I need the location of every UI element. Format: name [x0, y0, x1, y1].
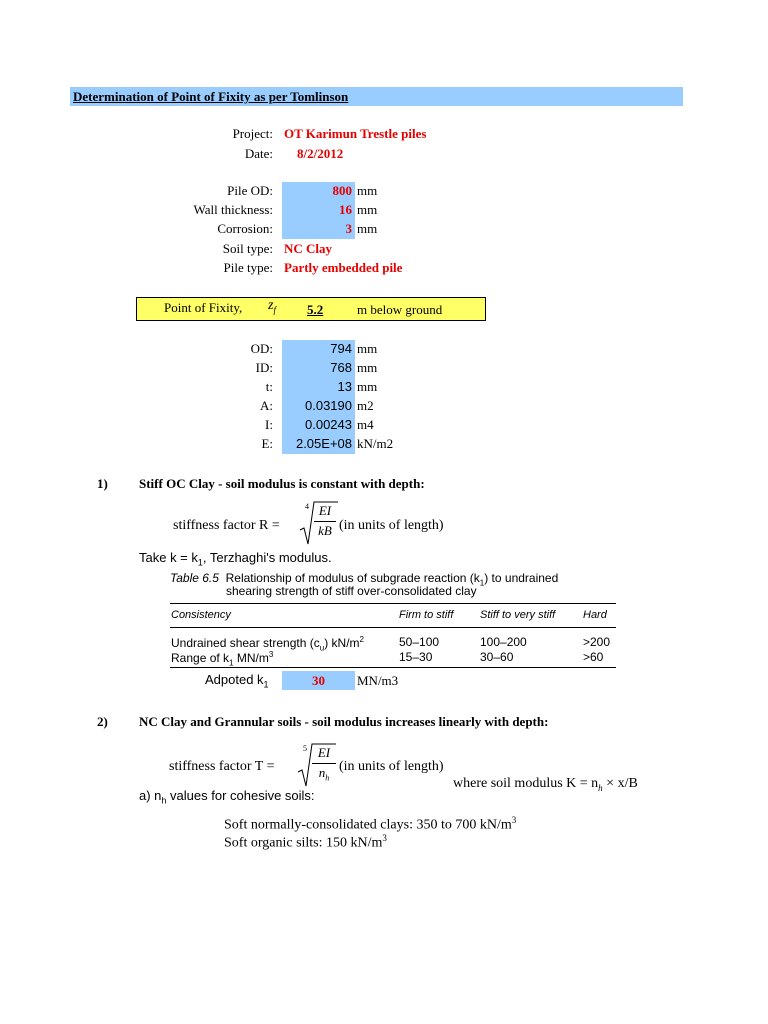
project-label: Project: — [232, 126, 273, 141]
e-unit: kN/m2 — [357, 436, 394, 451]
table-row1-label: Undrained shear strength $(c_u)$ $kN/m^2$ — [171, 635, 364, 653]
section2-fraction-bar — [312, 763, 336, 764]
corrosion-label: Corrosion: — [217, 221, 273, 236]
soil-type-label: Soil type: — [222, 241, 273, 256]
t-unit: mm — [357, 379, 378, 394]
table-header-consistency: Consistency — [171, 609, 231, 621]
section1-denominator: kB — [318, 523, 332, 538]
table-header-stiff: Stiff to very stiff — [480, 609, 556, 621]
section1-number: 1) — [97, 476, 108, 491]
table-header-hard: Hard — [583, 609, 607, 621]
a-label: A: — [260, 398, 273, 413]
corrosion-unit: mm — [357, 221, 378, 236]
date-value: 8/2/2012 — [297, 146, 344, 161]
soil-type-value[interactable]: NC Clay — [284, 241, 333, 256]
table-header-rule — [170, 627, 616, 628]
section1-take: Take $k = k_1$, Terzhaghi's modulus. — [139, 550, 332, 568]
date-label: Date: — [244, 146, 273, 161]
section1-formula-prefix: stiffness factor R = — [173, 518, 280, 533]
table-row2-hard: >60 — [583, 650, 604, 664]
pile-od-label: Pile OD: — [227, 183, 273, 198]
od-label: OD: — [250, 341, 273, 356]
table-row2-stiff: 30–60 — [480, 650, 514, 664]
id-unit: mm — [357, 360, 378, 375]
wall-thickness-value[interactable]: 16 — [339, 202, 352, 217]
section2-heading: NC Clay and Grannular soils - soil modulus increases linearly with depth: — [139, 714, 549, 729]
id-label: ID: — [255, 360, 273, 375]
od-value: 794 — [330, 341, 352, 356]
section1-root-index: 4 — [305, 502, 309, 511]
t-label: t: — [265, 379, 273, 394]
table-caption-line1: Table 6.5 Relationship of modulus of subgrade reaction $(k_1)$ to undrained — [170, 571, 559, 588]
section2-root-index: 5 — [303, 744, 307, 753]
nh-values-label: a) $n_h$ values for cohesive soils: — [139, 788, 315, 806]
e-value: 2.05E+08 — [295, 436, 352, 451]
pile-type-value[interactable]: Partly embedded pile — [284, 260, 403, 275]
pile-type-label: Pile type: — [223, 260, 273, 275]
adopted-k1-unit: MN/m3 — [357, 673, 399, 688]
table-caption-line2: shearing strength of stiff over-consolidated clay — [226, 584, 477, 598]
section2-denominator: $n_h$ — [318, 765, 330, 783]
section2-formula-prefix: stiffness factor T = — [169, 759, 275, 774]
table-row1-hard: >200 — [583, 635, 611, 649]
i-unit: m4 — [357, 417, 374, 432]
od-unit: mm — [357, 341, 378, 356]
e-label: E: — [261, 436, 273, 451]
section1-formula-suffix: (in units of length) — [339, 518, 444, 533]
table-row1-stiff: 100–200 — [480, 635, 527, 649]
t-value: 13 — [337, 379, 352, 394]
section2-formula-suffix: (in units of length) — [339, 759, 444, 774]
adopted-k1-label: Adpoted $k_1$ — [205, 672, 269, 690]
nh-line2: Soft organic silts: 150 $kN/m^3$ — [224, 833, 387, 851]
nh-line1: Soft normally-consolidated clays: 350 to 700 $kN/m^3$ — [224, 815, 517, 833]
pile-od-unit: mm — [357, 183, 378, 198]
adopted-k1-value[interactable]: 30 — [312, 673, 325, 688]
fixity-symbol: $z_f$ — [268, 298, 276, 315]
fixity-label: Point of Fixity, — [164, 300, 243, 315]
project-value: OT Karimun Trestle piles — [284, 126, 427, 141]
table-row1-firm: 50–100 — [399, 635, 440, 649]
a-value: 0.03190 — [305, 398, 352, 413]
a-unit: m2 — [357, 398, 374, 413]
table-bottom-rule — [170, 667, 616, 668]
section2-number: 2) — [97, 714, 108, 729]
id-value: 768 — [330, 360, 352, 375]
fixity-value: 5.2 — [307, 302, 324, 317]
section1-heading: Stiff OC Clay - soil modulus is constant with depth: — [139, 476, 425, 491]
i-label: I: — [265, 417, 273, 432]
section1-fraction-bar — [314, 521, 336, 522]
table-row2-label: Range of $k_1$ $MN/m^3$ — [171, 650, 274, 668]
corrosion-value[interactable]: 3 — [345, 221, 352, 236]
table-row2-firm: 15–30 — [399, 650, 433, 664]
soil-modulus-note: where soil modulus $K = n_h \times x/B$ — [453, 776, 638, 793]
i-value: 0.00243 — [305, 417, 352, 432]
section2-numerator: EI — [317, 745, 331, 760]
fixity-unit: m below ground — [357, 302, 443, 317]
page-title: Determination of Point of Fixity as per Tomlinson — [73, 89, 349, 104]
section1-numerator: EI — [318, 503, 332, 518]
pile-od-value[interactable]: 800 — [332, 183, 352, 198]
wall-thickness-unit: mm — [357, 202, 378, 217]
table-header-firm: Firm to stiff — [399, 609, 454, 621]
wall-thickness-label: Wall thickness: — [193, 202, 273, 217]
table-top-rule — [170, 603, 616, 604]
